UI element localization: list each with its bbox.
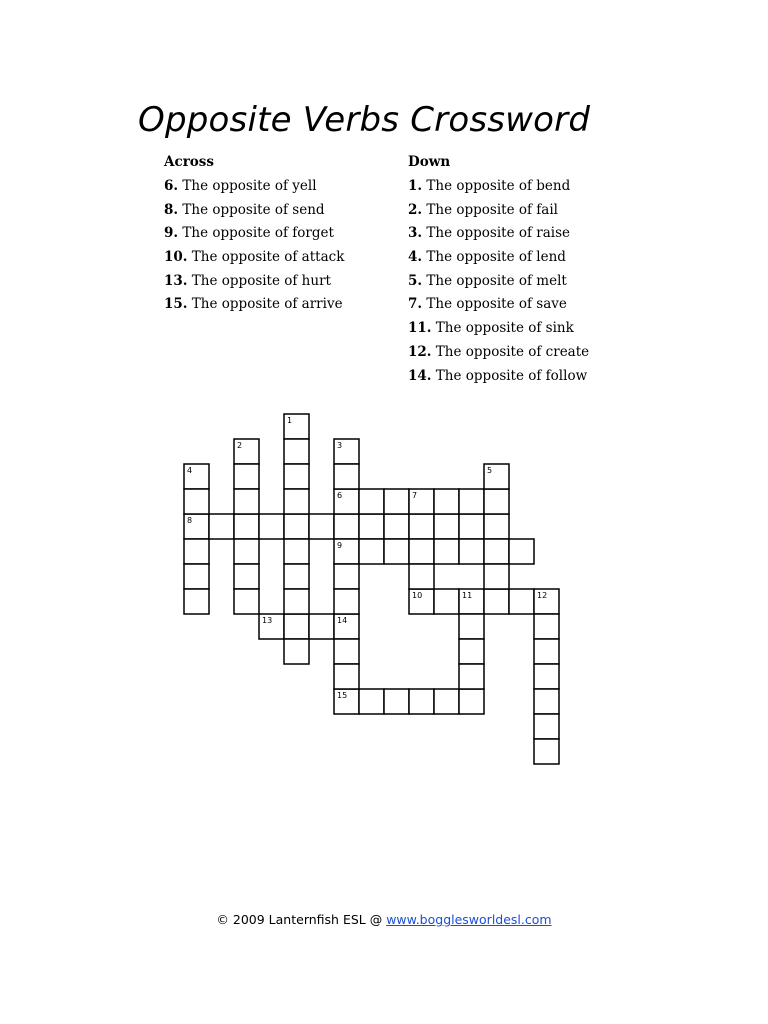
clue-number: 8.	[164, 201, 179, 218]
grid-cell[interactable]	[234, 564, 259, 589]
clue-text: The opposite of attack	[191, 249, 345, 266]
cell-number: 1	[287, 416, 293, 425]
grid-cell[interactable]	[459, 639, 484, 664]
cell-number: 15	[337, 691, 348, 700]
clue-number: 2.	[408, 201, 423, 218]
clue-number: 1.	[408, 178, 423, 194]
clue-number: 11.	[408, 320, 432, 337]
grid-cell[interactable]	[409, 514, 434, 539]
clue-number: 13.	[164, 272, 188, 289]
grid-cell[interactable]	[334, 564, 359, 589]
grid-cell[interactable]	[234, 489, 259, 514]
grid-cell[interactable]	[384, 539, 409, 564]
clue-text: The opposite of raise	[426, 225, 571, 242]
grid-cell[interactable]	[309, 514, 334, 539]
clue-text: The opposite of forget	[182, 225, 334, 242]
clue-text: The opposite of sink	[435, 320, 574, 337]
clue-number: 12.	[408, 343, 432, 360]
cell-number: 12	[537, 591, 548, 600]
clue-text: The opposite of follow	[435, 367, 588, 384]
grid-cell[interactable]	[284, 514, 309, 539]
grid-cell[interactable]	[484, 589, 509, 614]
cell-number: 2	[237, 441, 243, 450]
grid-cell[interactable]	[434, 689, 459, 714]
cell-number: 11	[462, 591, 473, 600]
grid-cell[interactable]	[459, 514, 484, 539]
cell-number: 7	[412, 491, 418, 500]
clue-number: 14.	[408, 367, 432, 384]
cell-number: 5	[487, 466, 493, 475]
grid-cell[interactable]	[234, 539, 259, 564]
grid-cell[interactable]	[184, 589, 209, 614]
clue-text: The opposite of save	[426, 296, 567, 313]
footer	[0, 912, 768, 927]
grid-cell[interactable]	[434, 489, 459, 514]
clue-number: 6.	[164, 178, 179, 194]
clue-text: The opposite of yell	[182, 178, 317, 194]
grid-cell[interactable]	[284, 489, 309, 514]
grid-cell[interactable]	[459, 614, 484, 639]
grid-cell[interactable]	[184, 489, 209, 514]
grid-cell[interactable]	[384, 489, 409, 514]
grid-cell[interactable]	[534, 664, 559, 689]
grid-cell[interactable]	[209, 514, 234, 539]
grid-cell[interactable]	[284, 464, 309, 489]
clue-text: The opposite of hurt	[191, 272, 331, 289]
clue-number: 10.	[164, 249, 188, 266]
grid-cell[interactable]	[434, 589, 459, 614]
across-heading: Across	[164, 154, 215, 170]
page-title: Opposite Verbs Crossword	[138, 100, 591, 140]
cell-number: 3	[337, 441, 343, 450]
grid-cell[interactable]	[359, 514, 384, 539]
website-link[interactable]: www.bogglesworldesl.com	[386, 912, 552, 927]
clue-text: The opposite of arrive	[191, 296, 343, 313]
grid-cell[interactable]	[359, 539, 384, 564]
cell-number: 4	[187, 466, 193, 475]
grid-cell[interactable]	[234, 589, 259, 614]
grid-cell[interactable]	[334, 639, 359, 664]
grid-cell[interactable]	[284, 639, 309, 664]
clue-text: The opposite of melt	[426, 272, 567, 289]
clue-text: The opposite of bend	[426, 178, 571, 194]
cell-number: 8	[187, 516, 193, 525]
grid-cell[interactable]	[359, 489, 384, 514]
grid-cell[interactable]	[184, 564, 209, 589]
grid-cell[interactable]	[384, 514, 409, 539]
grid-cell[interactable]	[234, 464, 259, 489]
clue-number: 3.	[408, 225, 423, 242]
grid-cell[interactable]	[309, 614, 334, 639]
grid-cell[interactable]	[484, 539, 509, 564]
clue-number: 7.	[408, 296, 423, 313]
grid-cell[interactable]	[184, 539, 209, 564]
cell-number: 10	[412, 591, 423, 600]
down-heading: Down	[408, 154, 451, 170]
grid-cell[interactable]	[434, 539, 459, 564]
copyright-text: © 2009 Lanternfish ESL @	[216, 912, 387, 927]
clue-text: The opposite of fail	[426, 201, 558, 218]
cell-number: 9	[337, 541, 343, 550]
cell-number: 13	[262, 616, 273, 625]
grid-cell[interactable]	[534, 614, 559, 639]
grid-cell[interactable]	[284, 589, 309, 614]
grid-cell[interactable]	[234, 514, 259, 539]
grid-cell[interactable]	[409, 689, 434, 714]
grid-cell[interactable]	[284, 564, 309, 589]
grid-cell[interactable]	[284, 439, 309, 464]
grid-cell[interactable]	[409, 539, 434, 564]
grid-cell[interactable]	[459, 689, 484, 714]
grid-cell[interactable]	[459, 664, 484, 689]
grid-cell[interactable]	[334, 664, 359, 689]
grid-cell[interactable]	[459, 539, 484, 564]
grid-cell[interactable]	[409, 564, 434, 589]
clue-number: 15.	[164, 296, 188, 313]
clue-number: 9.	[164, 225, 179, 242]
clue-number: 4.	[408, 249, 423, 266]
grid-cell[interactable]	[284, 614, 309, 639]
grid-cell[interactable]	[484, 564, 509, 589]
grid-cell[interactable]	[484, 489, 509, 514]
cell-number: 14	[337, 616, 348, 625]
grid-cell[interactable]	[359, 689, 384, 714]
grid-cell[interactable]	[509, 589, 534, 614]
grid-cell[interactable]	[384, 689, 409, 714]
grid-cell[interactable]	[509, 539, 534, 564]
clue-text: The opposite of lend	[426, 249, 566, 266]
grid-cell[interactable]	[534, 739, 559, 764]
clue-text: The opposite of send	[182, 201, 325, 218]
grid-cell[interactable]	[334, 514, 359, 539]
grid-cell[interactable]	[534, 689, 559, 714]
grid-cell[interactable]	[484, 514, 509, 539]
clue-number: 5.	[408, 272, 423, 289]
grid-cell[interactable]	[334, 464, 359, 489]
grid-cell[interactable]	[534, 714, 559, 739]
grid-cell[interactable]	[534, 639, 559, 664]
grid-cell[interactable]	[459, 489, 484, 514]
grid-cell[interactable]	[434, 514, 459, 539]
grid-cell[interactable]	[284, 539, 309, 564]
clue-text: The opposite of create	[435, 343, 590, 360]
grid-cell[interactable]	[259, 514, 284, 539]
cell-number: 6	[337, 491, 343, 500]
grid-cell[interactable]	[334, 589, 359, 614]
